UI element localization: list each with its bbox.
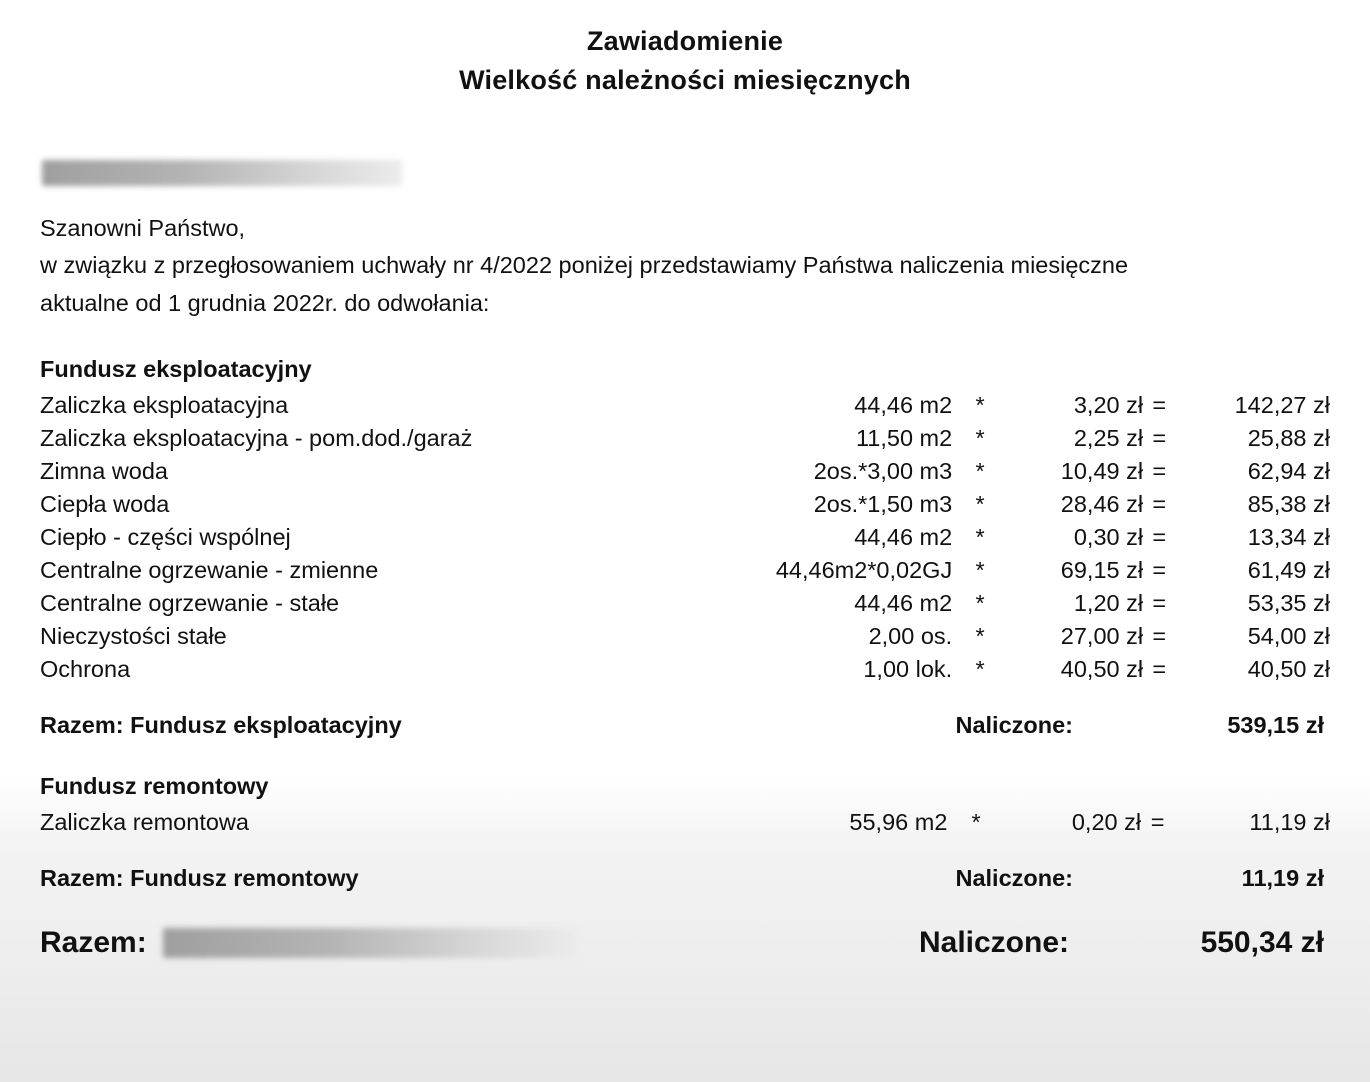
section-total-naliczone-label: Naliczone: — [955, 711, 1073, 738]
charges-table-remontowy — [40, 806, 1330, 839]
table-row — [40, 653, 1330, 686]
charge-quantity: 2os.*3,00 m3 — [813, 457, 953, 484]
charge-quantity: 44,46m2*0,02GJ — [775, 556, 953, 583]
charge-description: Zaliczka remontowa — [40, 808, 249, 835]
charge-rate: 0,30 zł — [1073, 523, 1144, 550]
section-total-remontowy — [40, 865, 1330, 892]
charge-description: Centralne ogrzewanie - zmienne — [40, 556, 379, 583]
charge-description: Ciepło - części wspólnej — [40, 523, 291, 550]
grand-total-row — [40, 926, 1330, 960]
charge-rate: 27,00 zł — [1060, 622, 1144, 649]
section-total-label: Razem: Fundusz remontowy — [40, 864, 359, 891]
grand-total-naliczone-label: Naliczone: — [918, 925, 1069, 959]
document-title-block — [40, 0, 1330, 100]
table-row — [40, 521, 1330, 554]
multiply-symbol: * — [975, 655, 985, 682]
grand-total-amount: 550,34 zł — [1200, 925, 1324, 959]
section-heading-eksploatacyjny: Fundusz eksploatacyjny — [40, 355, 312, 382]
intro-line-1: Szanowni Państwo, — [40, 215, 246, 242]
charges-table-eksploatacyjny — [40, 389, 1330, 686]
charge-amount: 40,50 zł — [1247, 655, 1330, 682]
redacted-recipient-name — [42, 160, 402, 186]
equals-symbol: = — [1152, 589, 1167, 616]
equals-symbol: = — [1150, 808, 1165, 835]
charge-description: Ochrona — [40, 655, 131, 682]
multiply-symbol: * — [975, 424, 985, 451]
equals-symbol: = — [1152, 523, 1167, 550]
table-row — [40, 488, 1330, 521]
charge-quantity: 55,96 m2 — [849, 808, 948, 835]
multiply-symbol: * — [975, 622, 985, 649]
equals-symbol: = — [1152, 490, 1167, 517]
intro-paragraph — [40, 210, 1330, 321]
section-total-amount: 11,19 zł — [1241, 864, 1324, 891]
table-row — [40, 587, 1330, 620]
charge-quantity: 1,00 lok. — [863, 655, 953, 682]
charge-description: Zaliczka eksploatacyjna - pom.dod./garaż — [40, 424, 473, 451]
charge-quantity: 2os.*1,50 m3 — [813, 490, 953, 517]
charge-amount: 142,27 zł — [1234, 391, 1330, 418]
charge-rate: 0,20 zł — [1071, 808, 1142, 835]
charge-quantity: 44,46 m2 — [854, 589, 953, 616]
charge-description: Nieczystości stałe — [40, 622, 227, 649]
page-subtitle: Wielkość należności miesięcznych — [459, 65, 911, 96]
grand-total-label: Razem: — [40, 925, 147, 959]
equals-symbol: = — [1152, 655, 1167, 682]
section-total-naliczone-label: Naliczone: — [955, 864, 1073, 891]
charge-amount: 61,49 zł — [1247, 556, 1330, 583]
redacted-account-info — [163, 928, 578, 958]
charge-amount: 11,19 zł — [1249, 808, 1330, 835]
multiply-symbol: * — [975, 556, 985, 583]
multiply-symbol: * — [975, 589, 985, 616]
intro-line-2: w związku z przegłosowaniem uchwały nr 4/2022 poniżej przedstawiamy Państwa naliczenia miesięczne — [40, 252, 1129, 279]
table-row — [40, 422, 1330, 455]
charge-description: Centralne ogrzewanie - stałe — [40, 589, 340, 616]
table-row — [40, 455, 1330, 488]
charge-rate: 10,49 zł — [1060, 457, 1144, 484]
equals-symbol: = — [1152, 391, 1167, 418]
multiply-symbol: * — [975, 490, 985, 517]
table-row — [40, 554, 1330, 587]
charge-amount: 62,94 zł — [1247, 457, 1330, 484]
charge-rate: 3,20 zł — [1073, 391, 1144, 418]
multiply-symbol: * — [975, 391, 985, 418]
charge-amount: 53,35 zł — [1247, 589, 1330, 616]
charge-rate: 40,50 zł — [1060, 655, 1144, 682]
charge-amount: 85,38 zł — [1247, 490, 1330, 517]
charge-quantity: 44,46 m2 — [854, 523, 953, 550]
section-total-eksploatacyjny — [40, 712, 1330, 739]
intro-line-3: aktualne od 1 grudnia 2022r. do odwołania: — [40, 289, 490, 316]
charge-quantity: 2,00 os. — [868, 622, 953, 649]
table-row — [40, 620, 1330, 653]
page-title: Zawiadomienie — [586, 26, 784, 56]
charge-quantity: 11,50 m2 — [855, 424, 953, 451]
charge-rate: 2,25 zł — [1073, 424, 1144, 451]
charge-amount: 13,34 zł — [1247, 523, 1330, 550]
equals-symbol: = — [1152, 622, 1167, 649]
charge-rate: 1,20 zł — [1073, 589, 1144, 616]
charge-amount: 25,88 zł — [1247, 424, 1330, 451]
equals-symbol: = — [1152, 424, 1167, 451]
table-row — [40, 806, 1330, 839]
section-total-label: Razem: Fundusz eksploatacyjny — [40, 711, 402, 738]
charge-quantity: 44,46 m2 — [854, 391, 953, 418]
charge-description: Zaliczka eksploatacyjna — [40, 391, 289, 418]
charge-rate: 69,15 zł — [1060, 556, 1144, 583]
multiply-symbol: * — [971, 808, 981, 835]
multiply-symbol: * — [975, 523, 985, 550]
section-heading-remontowy: Fundusz remontowy — [40, 772, 269, 799]
multiply-symbol: * — [975, 457, 985, 484]
charge-amount: 54,00 zł — [1247, 622, 1330, 649]
equals-symbol: = — [1152, 457, 1167, 484]
charge-description: Ciepła woda — [40, 490, 170, 517]
section-total-amount: 539,15 zł — [1227, 711, 1324, 738]
charge-description: Zimna woda — [40, 457, 168, 484]
table-row — [40, 389, 1330, 422]
charge-rate: 28,46 zł — [1060, 490, 1144, 517]
equals-symbol: = — [1152, 556, 1167, 583]
